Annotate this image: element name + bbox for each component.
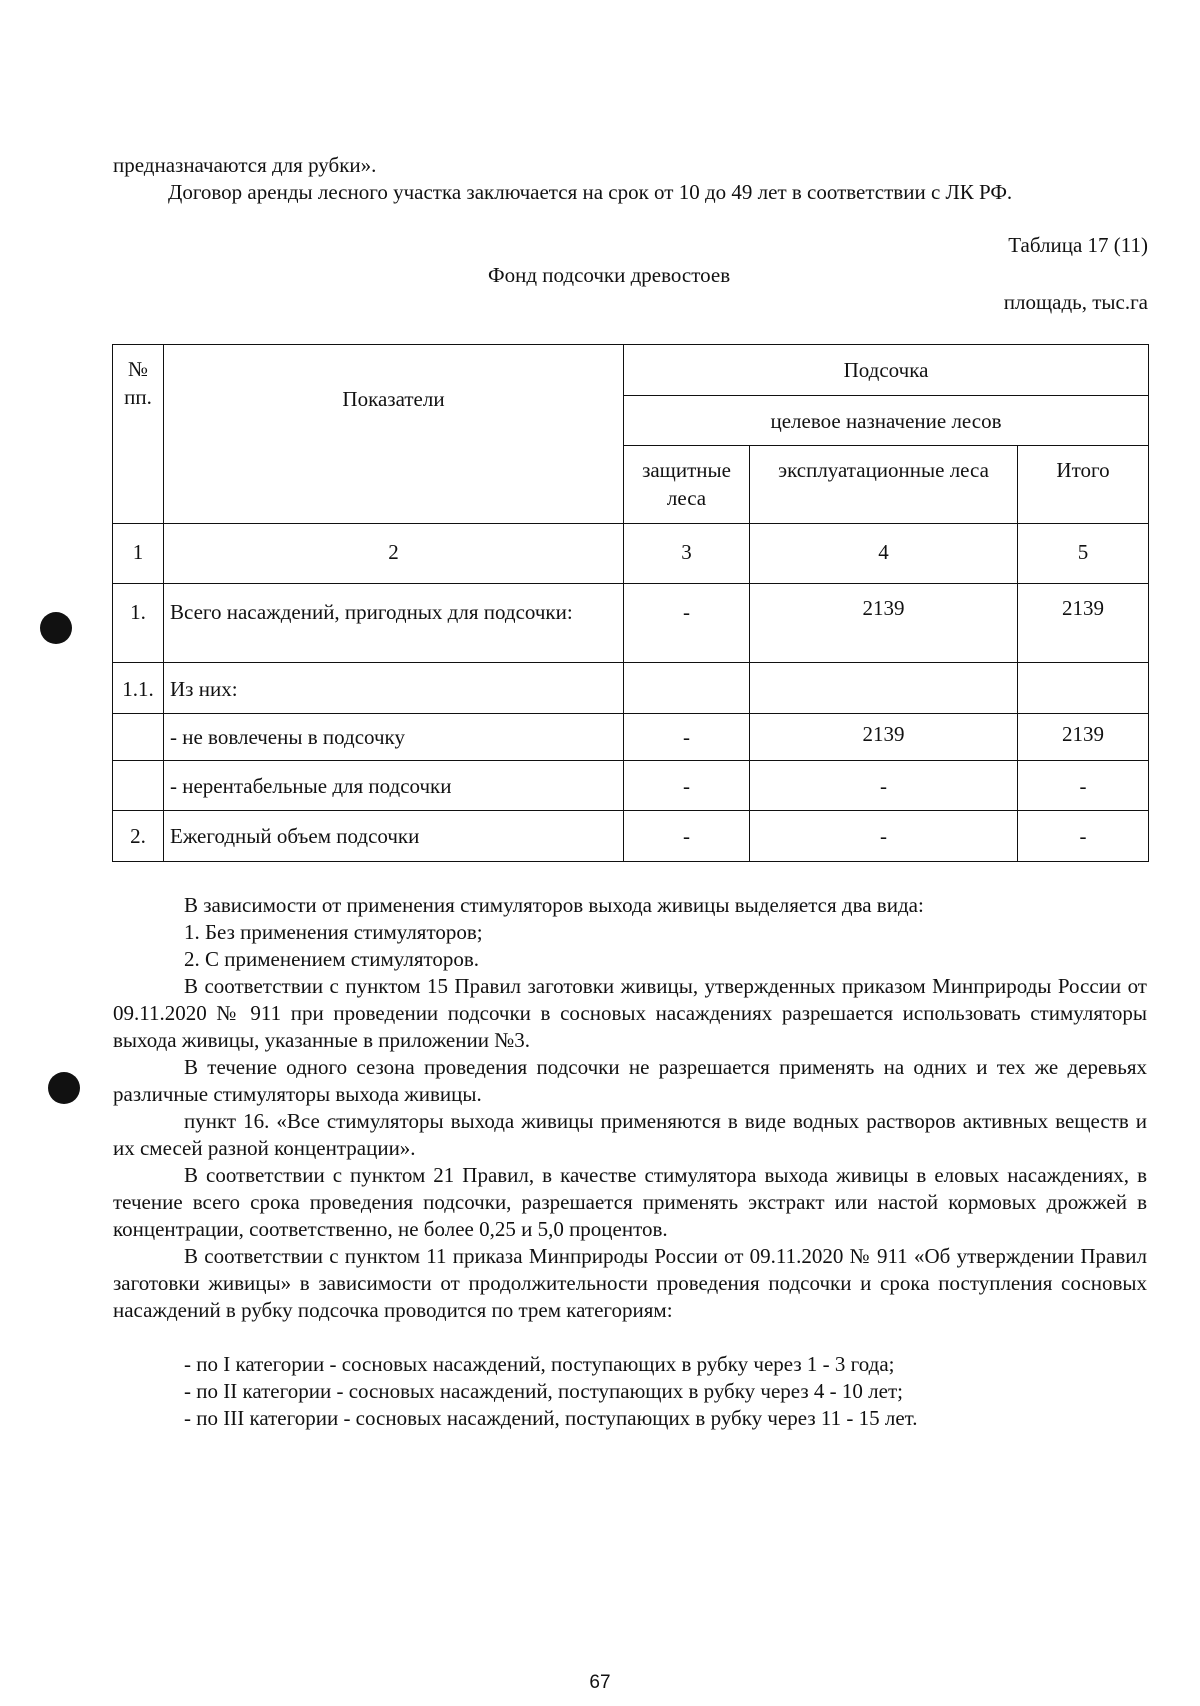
- row-protective: -: [624, 584, 750, 663]
- table-title: Фонд подсочки древостоев: [488, 263, 731, 287]
- row-protective: -: [624, 761, 750, 811]
- category-3: - по III категории - сосновых насаждений, поступающих в рубку через 11 - 15 лет.: [184, 1406, 918, 1430]
- category-2: - по II категории - сосновых насаждений, поступающих в рубку через 4 - 10 лет;: [184, 1379, 903, 1403]
- page-number: 67: [589, 1672, 611, 1693]
- row-number: 1.1.: [113, 663, 164, 714]
- header-protective: защитные леса: [624, 446, 750, 524]
- header-row-1: [113, 345, 1149, 396]
- col-number: 4: [750, 524, 1018, 584]
- header-indicators: Показатели: [164, 345, 624, 524]
- row-total: 2139: [1018, 584, 1149, 663]
- row-number: 1.: [113, 584, 164, 663]
- row-name: - не вовлечены в подсочку: [164, 714, 624, 761]
- table-row: [113, 811, 1149, 862]
- row-exploitation: -: [750, 811, 1018, 862]
- row-number: [113, 714, 164, 761]
- row-exploitation: 2139: [750, 584, 1018, 663]
- col-number: 5: [1018, 524, 1149, 584]
- row-exploitation: 2139: [750, 714, 1018, 761]
- row-total: -: [1018, 811, 1149, 862]
- row-exploitation: -: [750, 761, 1018, 811]
- paragraph-p21: В соответствии с пунктом 21 Правил, в качестве стимулятора выхода живицы в еловых насаждениях, в течение всего срока проведения подсочки, разрешается применять экстракт или настой кормовых дрожжей в концентрации, соответственно, не более 0,25 и 5,0 процентов.: [113, 1163, 1147, 1241]
- type-2: 2. С применением стимуляторов.: [184, 947, 480, 971]
- header-total: Итого: [1018, 446, 1149, 524]
- column-number-row: [113, 524, 1149, 584]
- category-1: - по I категории - сосновых насаждений, поступающих в рубку через 1 - 3 года;: [184, 1352, 895, 1376]
- row-total: -: [1018, 761, 1149, 811]
- table-row: [113, 761, 1149, 811]
- intro-line-1: предназначаются для рубки».: [113, 153, 377, 177]
- intro-line-2: Договор аренды лесного участка заключается на срок от 10 до 49 лет в соответствии с ЛК РФ.: [168, 180, 1013, 204]
- table-row: [113, 663, 1149, 714]
- table-row: [113, 714, 1149, 761]
- row-name: Ежегодный объем подсочки: [164, 811, 624, 862]
- table-units: площадь, тыс.га: [1003, 290, 1148, 314]
- paragraph-p11: В соответствии с пунктом 11 приказа Минприроды России от 09.11.2020 № 911 «Об утверждении Правил заготовки живицы» в зависимости от продолжительности проведения подсочки и срока поступления сосновых насаждений в рубку подсочка проводится по трем категориям:: [113, 1244, 1147, 1322]
- row-total: 2139: [1018, 714, 1149, 761]
- table-row: [113, 584, 1149, 663]
- row-name: Всего насаждений, пригодных для подсочки:: [164, 584, 624, 663]
- col-number: 1: [113, 524, 164, 584]
- row-number: 2.: [113, 811, 164, 862]
- punch-hole-bottom: [48, 1072, 80, 1104]
- col-number: 2: [164, 524, 624, 584]
- row-number: [113, 761, 164, 811]
- paragraph-p16: пункт 16. «Все стимуляторы выхода живицы применяются в виде водных растворов активных веществ и их смесей разной концентрации».: [113, 1109, 1147, 1160]
- header-exploitation: эксплуатационные леса: [750, 446, 1018, 524]
- header-tapping: Подсочка: [624, 345, 1149, 396]
- paragraph-p15: В соответствии с пунктом 15 Правил заготовки живицы, утвержденных приказом Минприроды России от 09.11.2020 № 911 при проведении подсочки в сосновых насаждениях разрешается использовать стимуляторы выхода живицы, указанные в приложении №3.: [113, 974, 1147, 1052]
- header-purpose: целевое назначение лесов: [624, 396, 1149, 446]
- row-protective: -: [624, 714, 750, 761]
- row-name: - нерентабельные для подсочки: [164, 761, 624, 811]
- type-1: 1. Без применения стимуляторов;: [184, 920, 483, 944]
- row-protective: [624, 663, 750, 714]
- punch-hole-top: [40, 612, 72, 644]
- header-no: № пп.: [113, 345, 164, 524]
- row-protective: -: [624, 811, 750, 862]
- types-intro: В зависимости от применения стимуляторов выхода живицы выделяется два вида:: [184, 893, 924, 917]
- col-number: 3: [624, 524, 750, 584]
- paragraph-season: В течение одного сезона проведения подсочки не разрешается применять на одних и тех же деревьях различные стимуляторы выхода живицы.: [113, 1055, 1147, 1106]
- row-name: Из них:: [164, 663, 624, 714]
- fund-table: [112, 344, 1149, 862]
- table-label: Таблица 17 (11): [1008, 233, 1148, 257]
- row-exploitation: [750, 663, 1018, 714]
- row-total: [1018, 663, 1149, 714]
